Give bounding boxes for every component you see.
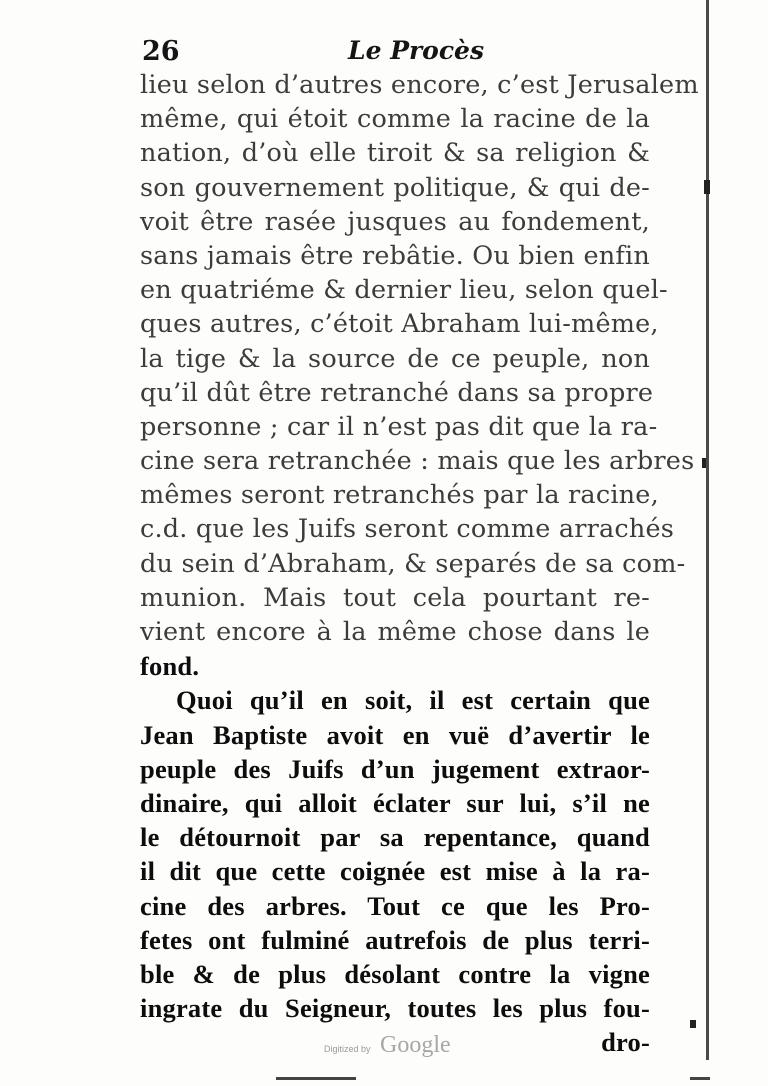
text-line: c.d. que les Juifs seront comme arrachés bbox=[140, 514, 675, 545]
text-line: ingrate du Seigneur, toutes les plus fou- bbox=[140, 993, 650, 1024]
bottom-rule bbox=[276, 1077, 356, 1080]
text-line: la tige & la source de ce peuple, non bbox=[140, 343, 650, 374]
text-line: lieu selon d’autres encore, c’est Jerusalem bbox=[140, 70, 699, 100]
text-line: munion. Mais tout cela pourtant re- bbox=[140, 582, 650, 613]
google-logo: Google bbox=[380, 1032, 451, 1058]
text-line: voit être rasée jusques au fondement, bbox=[140, 206, 650, 237]
text-line: sans jamais être rebâtie. Ou bien enfin bbox=[140, 240, 650, 271]
paragraph-start: Quoi qu’il en soit, il est certain que bbox=[176, 685, 650, 716]
text-line: le détournoit par sa repentance, quand bbox=[140, 822, 650, 853]
text-line: peuple des Juifs d’un jugement extraor- bbox=[140, 753, 650, 784]
page-number: 26 bbox=[142, 36, 180, 67]
watermark-prefix: Digitized by bbox=[324, 1044, 371, 1054]
text-line: du sein d’Abraham, & separés de sa com- bbox=[140, 548, 686, 579]
text-line: son gouvernement politique, & qui de- bbox=[140, 172, 650, 203]
edge-mark bbox=[704, 180, 710, 194]
text-line: en quatriéme & dernier lieu, selon quel- bbox=[140, 275, 668, 306]
edge-mark bbox=[702, 458, 706, 468]
text-line: mêmes seront retranchés par la racine, bbox=[140, 480, 659, 511]
text-line: fetes ont fulminé autrefois de plus terri- bbox=[140, 924, 650, 955]
text-line: Jean Baptiste avoit en vuë d’avertir le bbox=[140, 719, 650, 750]
edge-mark bbox=[690, 1020, 696, 1028]
text-line: ques autres, c’étoit Abraham lui-même, bbox=[140, 309, 659, 340]
catchword: dro- bbox=[601, 1027, 650, 1058]
running-title: Le Procès bbox=[348, 36, 485, 65]
text-line: cine sera retranchée : mais que les arbres bbox=[140, 446, 695, 477]
text-line: qu’il dût être retranché dans sa propre bbox=[140, 377, 654, 408]
page-edge bbox=[706, 0, 709, 1060]
bottom-rule bbox=[690, 1077, 710, 1080]
text-line: il dit que cette coignée est mise à la ra- bbox=[140, 856, 650, 887]
text-line: nation, d’où elle tiroit & sa religion & bbox=[140, 138, 650, 169]
text-line: dinaire, qui alloit éclater sur lui, s’il ne bbox=[140, 787, 650, 818]
digitized-watermark bbox=[300, 1030, 500, 1060]
text-line: cine des arbres. Tout ce que les Pro- bbox=[140, 890, 650, 921]
text-line: vient encore à la même chose dans le bbox=[140, 617, 650, 647]
running-head bbox=[140, 36, 650, 72]
text-line: personne ; car il n’est pas dit que la ra- bbox=[140, 411, 658, 442]
text-line: même, qui étoit comme la racine de la bbox=[140, 104, 650, 135]
text-line: ble & de plus désolant contre la vigne bbox=[140, 958, 650, 989]
text-line: fond. bbox=[140, 651, 200, 682]
body-text bbox=[140, 68, 699, 1059]
